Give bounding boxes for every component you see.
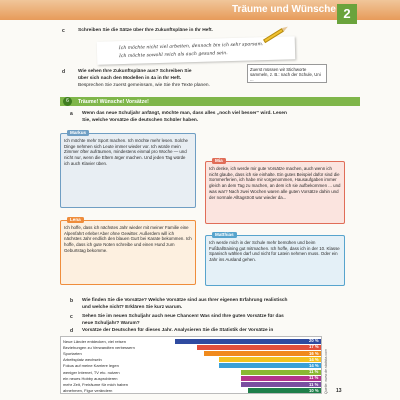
chart-value-label: 20 %: [309, 338, 319, 344]
chart-category-label: Arbeitsplatz wechseln: [63, 357, 102, 363]
chart-category-label: abnehmen, Figur verändern: [63, 388, 113, 394]
chart-category-label: mehr Zeit, Freiräume für mich haben: [63, 381, 128, 387]
statement-text-matthias: Ich werde mich in der Schule mehr bemühen und beim Fußballtraining gut mitmachen. Ich hoffe, dass ich in der 10. Klasse Spanisch wählen darf und nicht für Latein nehmen muss. Oder ein Jahr ins Ausland gehen.: [209, 240, 340, 263]
section-title: Träume! Wünsche! Vorsätze!: [78, 99, 149, 105]
chart-value-label: 11 %: [309, 369, 319, 375]
task-b-line-1: Wie finden Sie die Vorsätze? Welche Vorsätze sind aus Ihrer eigenen Erfahrung realistisch: [82, 298, 288, 303]
chart-row: [61, 388, 323, 394]
name-tag-matthias: Matthias: [212, 232, 237, 238]
handwritten-line-1: Ich möchte nicht viel arbeiten, dennoch bin ich sehr sparsam.: [118, 42, 264, 52]
task-6a-letter: a: [70, 111, 73, 117]
chapter-number: 2: [337, 4, 357, 24]
chart-bar: [197, 345, 321, 350]
chart-source: Quelle: www.de.statista.com: [324, 348, 328, 394]
chart-bar: [175, 339, 321, 344]
task-d2-line-1: Vorsätze der Deutschen für dieses Jahr. Analysieren Sie die Statistik der Vorsätze in: [82, 328, 274, 333]
chart-category-label: weniger Internet, TV etc. nutzen: [63, 369, 120, 375]
task-d-line-1: Wie sehen Ihre Zukunftspläne aus? Schreiben Sie: [78, 69, 192, 74]
statement-text-markus: Ich möchte mehr Sport machen. Ich möchte mehr lesen. Solche Dinge nehmen sich Leute immer wieder vor. Ich würde mein Zimmer öfter aufräumen, mindestens einmal pro Woche — und nicht nur, wenn die Eltern ärger machen. Und jeden Tag würde ich auch Klavier üben.: [64, 138, 188, 166]
name-tag-lena: Lena: [67, 217, 84, 223]
chart-bar: [204, 351, 321, 356]
task-b-line-2: und welche nicht? Erklären Sie kurz warum.: [82, 305, 183, 310]
statement-box-matthias: [205, 232, 345, 286]
task-c-letter: c: [62, 28, 65, 34]
task-d-letter: d: [62, 69, 66, 75]
chart-value-label: 14 %: [309, 363, 319, 369]
task-b-letter: b: [70, 298, 74, 304]
task-d-line-2: über sich nach den Modellen in 4a in Ihr Heft.: [78, 76, 182, 81]
task-6a-line-2: Sie, welche Vorsätze die deutschen Schüler haben.: [82, 118, 199, 123]
task-6a-line-1: Wenn das neue Schuljahr anfängt, möchte man, dass alles „noch viel besser“ wird. Lesen: [82, 111, 287, 116]
task-c2-line-1: Sehen Sie im neuen Schuljahr auch neue Chancen! Was sind Ihre guten Vorsätze für das: [82, 314, 284, 319]
handwritten-line-2: Ich möchte sowohl reich als auch gesund sein.: [119, 51, 228, 60]
hint-note: Zuerst müssen wir Stichworte sammeln, z. B.: nach der Schule, Uni ...: [247, 64, 327, 83]
name-tag-markus: Markus: [67, 130, 89, 136]
chart-value-label: 14 %: [309, 356, 319, 362]
chart-category-label: Beziehungen zu Verwandten verbessern: [63, 344, 135, 350]
chart-category-label: Sportarten: [63, 350, 82, 356]
task-c2-line-2: neue Schuljahr? Warum?: [82, 321, 140, 326]
statement-box-mia: [205, 158, 345, 224]
chart-category-label: Neue Länder entdecken, viel reisen: [63, 338, 126, 344]
resolutions-bar-chart: [60, 336, 322, 394]
chart-value-label: 16 %: [309, 350, 319, 356]
statement-box-markus: [60, 130, 196, 208]
chart-bar: [219, 363, 321, 368]
chart-value-label: 11 %: [309, 381, 319, 387]
task-c2-letter: c: [70, 314, 73, 320]
page-number: 13: [336, 388, 342, 394]
statement-text-mia: Ich denke, ich werde mir gute Vorsätze machen, auch wenn ich nicht glaube, dass ich sie einhalte. Ein gutes Beispiel dafür sind die Sommerferien, ich habe mir vorgenommen, Hausaufgaben immer gleich an dem Tag zu machen, an dem ich sie aufbekommen ... und was war? Nach zwei Wochen waren alle guten Vorsätze dahin und der normale Alltagstrott war wieder da...: [209, 166, 341, 200]
header-title: Träume und Wünsche: [232, 4, 336, 15]
statement-box-lena: [60, 217, 196, 285]
name-tag-mia: Mia: [212, 158, 226, 164]
chart-category-label: ein neues Hobby ausprobieren: [63, 375, 118, 381]
section-number-badge: 6: [63, 97, 72, 106]
task-d2-letter: d: [70, 328, 74, 334]
task-c-text: Schreiben Sie die Sätze über Ihre Zukunftspläne in Ihr Heft.: [78, 28, 213, 33]
chart-bar: [219, 357, 321, 362]
chart-value-label: 10 %: [309, 387, 319, 393]
chart-value-label: 17 %: [309, 344, 319, 350]
task-d-line-3: Besprechen Sie zuerst gemeinsam, wie Sie Ihre Texte planen.: [78, 83, 210, 88]
chart-category-label: Fokus auf meine Karriere legen: [63, 363, 119, 369]
chart-value-label: 11 %: [309, 375, 319, 381]
statement-text-lena: Ich hoffe, dass ich nächstes Jahr wieder mit meiner Familie eine Alpenfahrt erlebe! Aber ohne Gewitter. Außerdem will ich nächstes Jahr endlich den blauen Gurt bei Karate bekommen. Ich hoffe, dass ich gute Noten schreibe und einen Hund zum Geburtstag bekomme.: [64, 225, 192, 253]
